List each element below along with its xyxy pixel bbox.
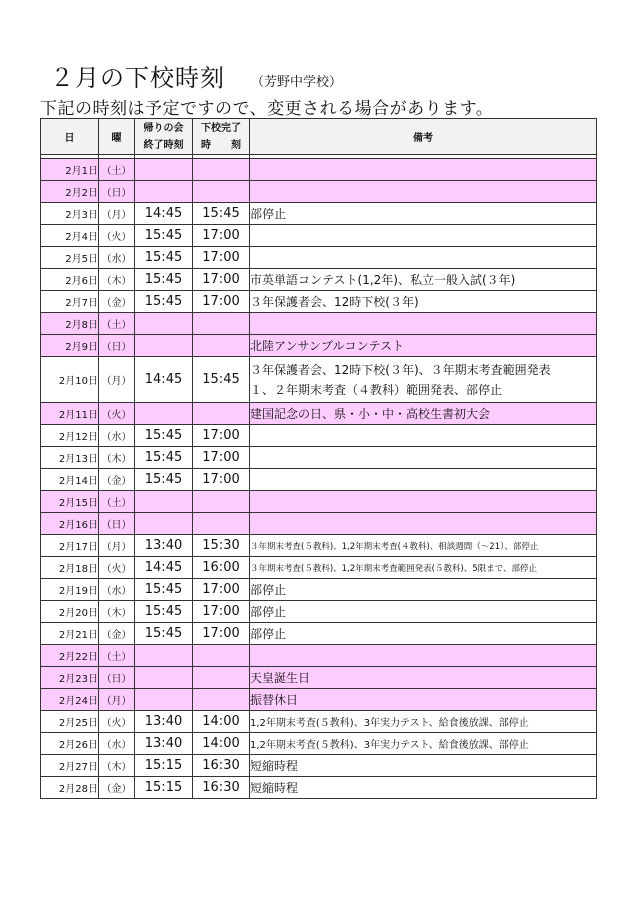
table-row — [41, 159, 597, 181]
header-meeting-line2: 終了時刻 — [143, 139, 184, 151]
meeting-end-cell: 14:45 — [135, 557, 193, 579]
header-meeting-line1: 帰りの会 — [143, 122, 184, 134]
weekday-cell: （土） — [99, 645, 135, 667]
date-cell: 2月20日 — [41, 601, 99, 623]
table-row — [41, 181, 597, 203]
table-row — [41, 335, 597, 357]
note-cell — [250, 313, 597, 335]
date-cell: 2月7日 — [41, 291, 99, 313]
dismissal-cell: 15:45 — [193, 203, 250, 225]
table-row — [41, 667, 597, 689]
table-row — [41, 203, 597, 225]
header-day: 日 — [41, 119, 99, 155]
header-dismiss-line2: 時 刻 — [201, 139, 241, 151]
note-cell: 部停止 — [250, 203, 597, 225]
meeting-end-cell — [135, 689, 193, 711]
table-row — [41, 557, 597, 579]
table-row — [41, 291, 597, 313]
weekday-cell: （土） — [99, 313, 135, 335]
table-row — [41, 733, 597, 755]
note-cell: 部停止 — [250, 601, 597, 623]
date-cell: 2月5日 — [41, 247, 99, 269]
weekday-cell: （金） — [99, 469, 135, 491]
note-cell: 部停止 — [250, 579, 597, 601]
note-cell: 建国記念の日、県・小・中・高校生書初大会 — [250, 403, 597, 425]
table-row — [41, 491, 597, 513]
weekday-cell: （月） — [99, 357, 135, 403]
meeting-end-cell: 13:40 — [135, 535, 193, 557]
table-row — [41, 447, 597, 469]
weekday-cell: （日） — [99, 667, 135, 689]
weekday-cell: （日） — [99, 181, 135, 203]
date-cell: 2月25日 — [41, 711, 99, 733]
table-row — [41, 269, 597, 291]
meeting-end-cell — [135, 491, 193, 513]
meeting-end-cell — [135, 667, 193, 689]
date-cell: 2月21日 — [41, 623, 99, 645]
dismissal-cell: 15:30 — [193, 535, 250, 557]
header-weekday: 曜 — [99, 119, 135, 155]
note-cell: 短縮時程 — [250, 777, 597, 799]
meeting-end-cell: 13:40 — [135, 733, 193, 755]
dismissal-cell: 14:00 — [193, 733, 250, 755]
weekday-cell: （水） — [99, 579, 135, 601]
table-row — [41, 689, 597, 711]
weekday-cell: （木） — [99, 269, 135, 291]
weekday-cell: （日） — [99, 513, 135, 535]
schedule-table — [40, 118, 597, 799]
dismissal-cell: 15:45 — [193, 357, 250, 403]
table-row — [41, 535, 597, 557]
note-cell — [250, 425, 597, 447]
dismissal-cell: 17:00 — [193, 579, 250, 601]
meeting-end-cell: 14:45 — [135, 203, 193, 225]
title-line — [50, 58, 342, 92]
dismissal-cell: 16:30 — [193, 755, 250, 777]
dismissal-cell: 17:00 — [193, 469, 250, 491]
note-cell: 1,2年期末考査(５教科)、3年実力テスト、給食後放課、部停止 — [250, 733, 597, 755]
dismissal-cell: 17:00 — [193, 291, 250, 313]
header-notes: 備考 — [250, 119, 597, 155]
meeting-end-cell — [135, 645, 193, 667]
date-cell: 2月15日 — [41, 491, 99, 513]
dismissal-cell — [193, 403, 250, 425]
date-cell: 2月26日 — [41, 733, 99, 755]
dismissal-cell: 17:00 — [193, 425, 250, 447]
table-row — [41, 425, 597, 447]
note-cell: 振替休日 — [250, 689, 597, 711]
meeting-end-cell — [135, 159, 193, 181]
weekday-cell: （月） — [99, 203, 135, 225]
meeting-end-cell — [135, 181, 193, 203]
meeting-end-cell — [135, 335, 193, 357]
dismissal-cell — [193, 513, 250, 535]
meeting-end-cell: 13:40 — [135, 711, 193, 733]
note-cell: 短縮時程 — [250, 755, 597, 777]
note-cell — [250, 159, 597, 181]
weekday-cell: （金） — [99, 291, 135, 313]
dismissal-cell — [193, 667, 250, 689]
weekday-cell: （木） — [99, 601, 135, 623]
meeting-end-cell: 15:45 — [135, 579, 193, 601]
header-dismissal — [193, 119, 250, 155]
dismissal-cell: 16:00 — [193, 557, 250, 579]
date-cell: 2月22日 — [41, 645, 99, 667]
meeting-end-cell: 15:45 — [135, 623, 193, 645]
date-cell: 2月3日 — [41, 203, 99, 225]
date-cell: 2月6日 — [41, 269, 99, 291]
table-row — [41, 225, 597, 247]
dismissal-cell: 17:00 — [193, 269, 250, 291]
meeting-end-cell: 15:45 — [135, 601, 193, 623]
note-cell — [250, 357, 597, 403]
dismissal-cell — [193, 159, 250, 181]
date-cell: 2月2日 — [41, 181, 99, 203]
meeting-end-cell: 15:45 — [135, 269, 193, 291]
note-cell — [250, 469, 597, 491]
meeting-end-cell — [135, 513, 193, 535]
dismissal-cell: 17:00 — [193, 247, 250, 269]
table-row — [41, 357, 597, 403]
weekday-cell: （水） — [99, 425, 135, 447]
weekday-cell: （火） — [99, 557, 135, 579]
note-cell — [250, 447, 597, 469]
note-cell: 1,2年期末考査(５教科)、3年実力テスト、給食後放課、部停止 — [250, 711, 597, 733]
dismissal-cell — [193, 313, 250, 335]
date-cell: 2月1日 — [41, 159, 99, 181]
meeting-end-cell: 15:45 — [135, 291, 193, 313]
weekday-cell: （火） — [99, 711, 135, 733]
note-cell — [250, 513, 597, 535]
weekday-cell: （土） — [99, 159, 135, 181]
weekday-cell: （土） — [99, 491, 135, 513]
date-cell: 2月28日 — [41, 777, 99, 799]
weekday-cell: （金） — [99, 777, 135, 799]
note-cell — [250, 247, 597, 269]
date-cell: 2月4日 — [41, 225, 99, 247]
date-cell: 2月16日 — [41, 513, 99, 535]
table-row — [41, 623, 597, 645]
meeting-end-cell: 15:15 — [135, 755, 193, 777]
dismissal-cell: 17:00 — [193, 601, 250, 623]
note-cell — [250, 225, 597, 247]
date-cell: 2月24日 — [41, 689, 99, 711]
date-cell: 2月19日 — [41, 579, 99, 601]
note-cell: 部停止 — [250, 623, 597, 645]
table-row — [41, 403, 597, 425]
note-cell — [250, 645, 597, 667]
note-cell — [250, 491, 597, 513]
dismissal-cell — [193, 491, 250, 513]
header-meeting-end — [135, 119, 193, 155]
date-cell: 2月8日 — [41, 313, 99, 335]
meeting-end-cell: 15:45 — [135, 447, 193, 469]
weekday-cell: （木） — [99, 755, 135, 777]
dismissal-cell: 17:00 — [193, 447, 250, 469]
table-row — [41, 313, 597, 335]
weekday-cell: （木） — [99, 447, 135, 469]
table-row — [41, 513, 597, 535]
note-cell: 市英単語コンテスト(1,2年)、私立一般入試(３年) — [250, 269, 597, 291]
meeting-end-cell: 14:45 — [135, 357, 193, 403]
weekday-cell: （月） — [99, 535, 135, 557]
date-cell: 2月11日 — [41, 403, 99, 425]
meeting-end-cell: 15:45 — [135, 225, 193, 247]
note-cell: ３年保護者会、12時下校(３年) — [250, 291, 597, 313]
header-row — [41, 119, 597, 155]
dismissal-cell: 17:00 — [193, 225, 250, 247]
meeting-end-cell: 15:45 — [135, 247, 193, 269]
weekday-cell: （火） — [99, 403, 135, 425]
dismissal-cell — [193, 645, 250, 667]
date-cell: 2月17日 — [41, 535, 99, 557]
dismissal-cell — [193, 689, 250, 711]
weekday-cell: （水） — [99, 247, 135, 269]
school-name: （芳野中学校） — [251, 75, 343, 90]
table-row — [41, 711, 597, 733]
table-row — [41, 247, 597, 269]
page-title: ２月の下校時刻 — [50, 64, 225, 92]
notice-text: 下記の時刻は予定ですので、変更される場合があります。 — [40, 99, 494, 119]
note-cell: ３年期末考査(５教科)、1,2年期末考査範囲発表(５教科)、5限まで、部停止 — [250, 557, 597, 579]
note-cell: 北陸アンサンブルコンテスト — [250, 335, 597, 357]
table-row — [41, 469, 597, 491]
weekday-cell: （水） — [99, 733, 135, 755]
date-cell: 2月23日 — [41, 667, 99, 689]
date-cell: 2月13日 — [41, 447, 99, 469]
header-dismiss-line1: 下校完了 — [201, 122, 241, 134]
dismissal-cell — [193, 181, 250, 203]
note-cell — [250, 181, 597, 203]
date-cell: 2月18日 — [41, 557, 99, 579]
note-line: ３年保護者会、12時下校(３年)、３年期末考査範囲発表 — [250, 362, 551, 377]
table-row — [41, 777, 597, 799]
date-cell: 2月27日 — [41, 755, 99, 777]
dismissal-cell: 17:00 — [193, 623, 250, 645]
table-row — [41, 755, 597, 777]
dismissal-cell — [193, 335, 250, 357]
note-cell: ３年期末考査(５教科)、1,2年期末考査(４教科)、相談週間（～21）、部停止 — [250, 535, 597, 557]
meeting-end-cell: 15:15 — [135, 777, 193, 799]
note-line: １、２年期末考査（４教科）範囲発表、部停止 — [250, 382, 503, 397]
weekday-cell: （火） — [99, 225, 135, 247]
date-cell: 2月9日 — [41, 335, 99, 357]
dismissal-cell: 16:30 — [193, 777, 250, 799]
date-cell: 2月12日 — [41, 425, 99, 447]
table-row — [41, 645, 597, 667]
weekday-cell: （金） — [99, 623, 135, 645]
meeting-end-cell: 15:45 — [135, 425, 193, 447]
date-cell: 2月14日 — [41, 469, 99, 491]
weekday-cell: （日） — [99, 335, 135, 357]
note-cell: 天皇誕生日 — [250, 667, 597, 689]
meeting-end-cell — [135, 403, 193, 425]
weekday-cell: （月） — [99, 689, 135, 711]
date-cell: 2月10日 — [41, 357, 99, 403]
table-row — [41, 579, 597, 601]
meeting-end-cell — [135, 313, 193, 335]
meeting-end-cell: 15:45 — [135, 469, 193, 491]
table-row — [41, 601, 597, 623]
dismissal-cell: 14:00 — [193, 711, 250, 733]
